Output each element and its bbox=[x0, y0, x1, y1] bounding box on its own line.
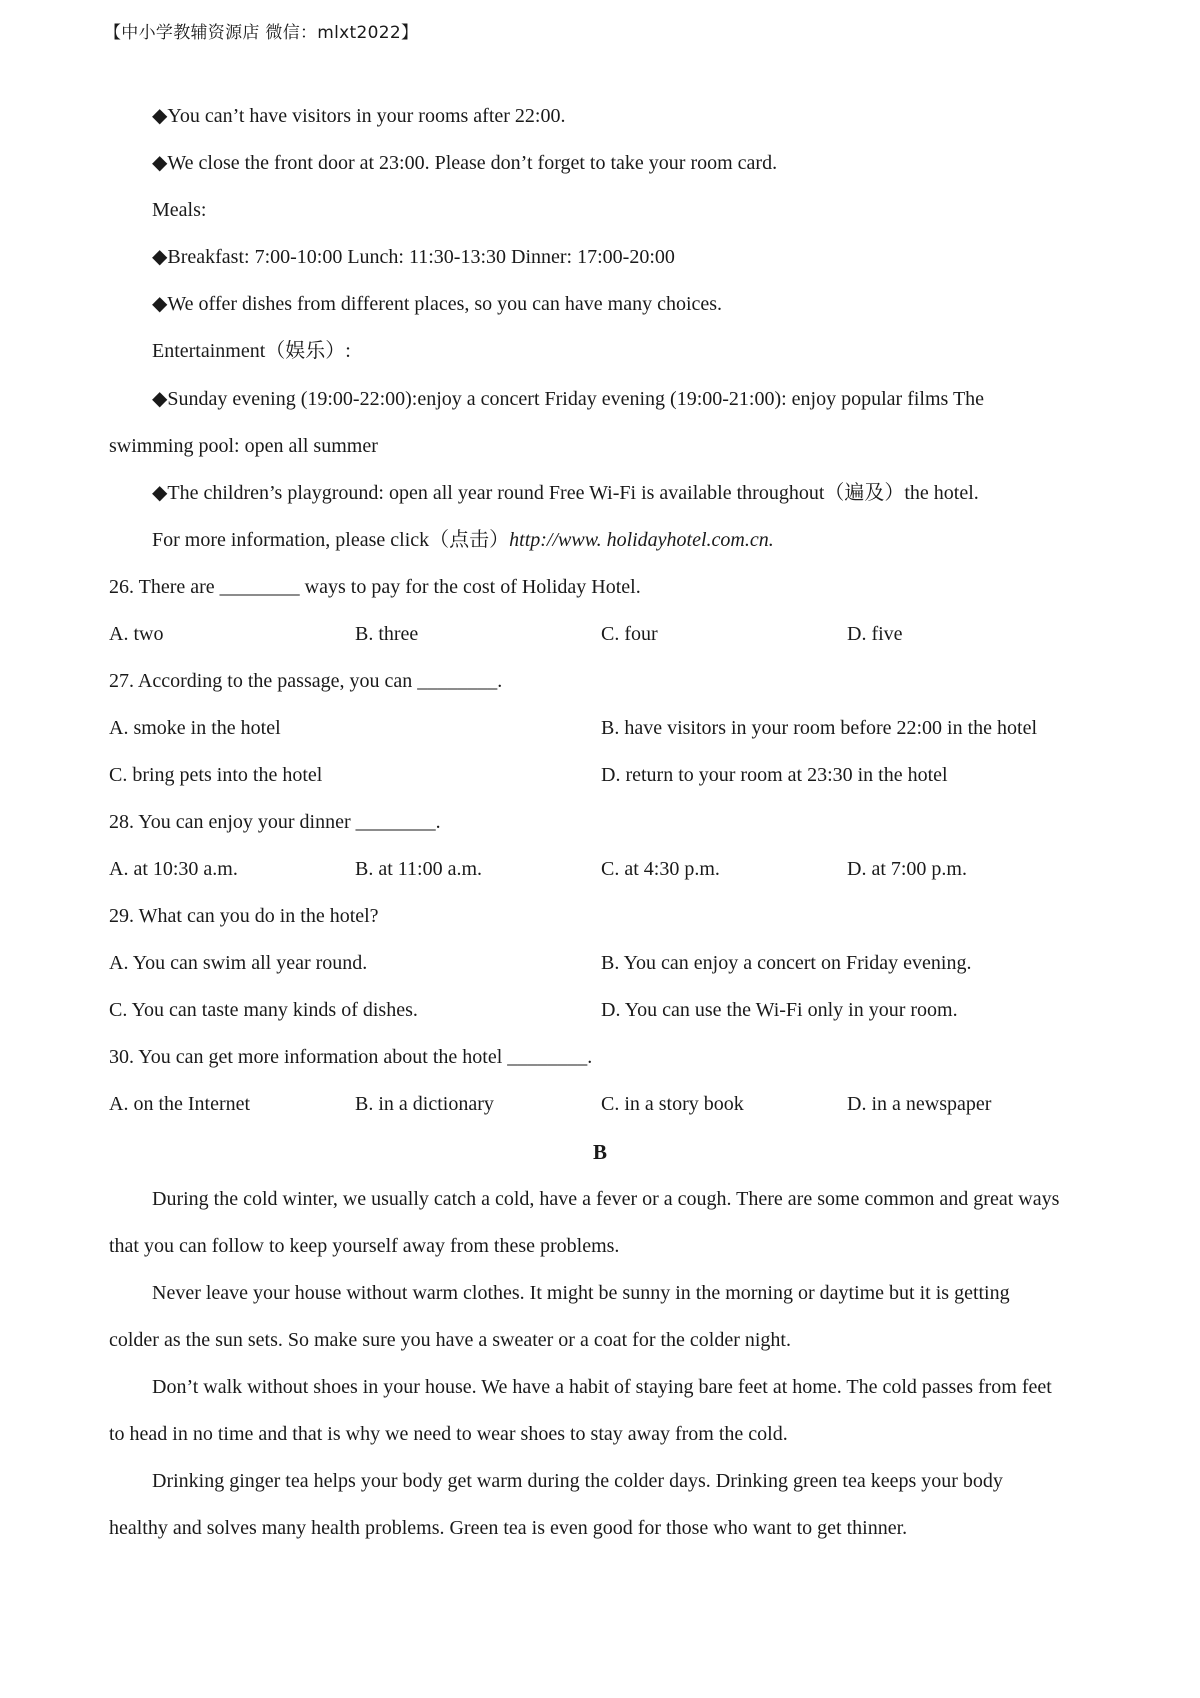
hotel-url-link[interactable]: http://www. holidayhotel.com.cn. bbox=[509, 529, 774, 551]
passage-b-line-5: Don’t walk without shoes in your house. We have a habit of staying bare feet at home. The cold passes from feet bbox=[152, 1376, 1052, 1398]
passage-b-line-6: to head in no time and that is why we need to wear shoes to stay away from the cold. bbox=[109, 1423, 788, 1445]
question-27-option-c[interactable]: C. bring pets into the hotel bbox=[109, 764, 323, 786]
meal-dishes: ◆We offer dishes from different places, so you can have many choices. bbox=[152, 293, 723, 315]
more-info-text: For more information, please click（点击） bbox=[152, 529, 510, 551]
question-29-option-b[interactable]: B. You can enjoy a concert on Friday evening. bbox=[601, 952, 972, 974]
entertainment-heading: Entertainment（娱乐）: bbox=[152, 340, 351, 362]
passage-b-line-4: colder as the sun sets. So make sure you have a sweater or a coat for the colder night. bbox=[109, 1329, 791, 1351]
more-info-line bbox=[152, 528, 774, 552]
question-28-option-c[interactable]: C. at 4:30 p.m. bbox=[601, 858, 720, 880]
question-27-option-a[interactable]: A. smoke in the hotel bbox=[109, 717, 281, 739]
passage-b-line-3: Never leave your house without warm clothes. It might be sunny in the morning or daytime but it is getting bbox=[152, 1282, 1010, 1304]
section-b-heading: B bbox=[592, 1140, 607, 1164]
passage-b-line-2: that you can follow to keep yourself away from these problems. bbox=[109, 1235, 620, 1257]
question-30-stem: 30. You can get more information about the hotel ________. bbox=[109, 1046, 593, 1068]
question-28-stem: 28. You can enjoy your dinner ________. bbox=[109, 811, 441, 833]
question-29-stem: 29. What can you do in the hotel? bbox=[109, 905, 379, 927]
passage-b-line-7: Drinking ginger tea helps your body get warm during the colder days. Drinking green tea keeps your body bbox=[152, 1470, 1003, 1492]
meals-heading: Meals: bbox=[152, 199, 207, 221]
passage-b-line-8: healthy and solves many health problems. Green tea is even good for those who want to get thinner. bbox=[109, 1517, 908, 1539]
playground-line: ◆The children’s playground: open all year round Free Wi-Fi is available throughout（遍及）the hotel. bbox=[152, 482, 979, 504]
question-30-option-c[interactable]: C. in a story book bbox=[601, 1093, 744, 1115]
question-28-option-b[interactable]: B. at 11:00 a.m. bbox=[355, 858, 483, 880]
question-27-option-b[interactable]: B. have visitors in your room before 22:00 in the hotel bbox=[601, 717, 1038, 739]
question-28-option-a[interactable]: A. at 10:30 a.m. bbox=[109, 858, 238, 880]
question-27-stem: 27. According to the passage, you can ________. bbox=[109, 670, 503, 692]
question-29-option-c[interactable]: C. You can taste many kinds of dishes. bbox=[109, 999, 418, 1021]
question-26-option-a[interactable]: A. two bbox=[109, 623, 164, 645]
entertainment-line-1: ◆Sunday evening (19:00-22:00):enjoy a concert Friday evening (19:00-21:00): enjoy popular films The bbox=[152, 388, 985, 410]
question-29-option-a[interactable]: A. You can swim all year round. bbox=[109, 952, 368, 974]
meal-times: ◆Breakfast: 7:00-10:00 Lunch: 11:30-13:30 Dinner: 17:00-20:00 bbox=[152, 246, 675, 268]
question-29-option-d[interactable]: D. You can use the Wi-Fi only in your room. bbox=[601, 999, 958, 1021]
entertainment-line-2: swimming pool: open all summer bbox=[109, 435, 378, 457]
question-26-stem: 26. There are ________ ways to pay for the cost of Holiday Hotel. bbox=[109, 576, 641, 598]
watermark-header: 【中小学教辅资源店 微信：mlxt2022】 bbox=[104, 23, 419, 43]
question-26-option-d[interactable]: D. five bbox=[847, 623, 903, 645]
question-30-option-a[interactable]: A. on the Internet bbox=[109, 1093, 251, 1115]
question-28-option-d[interactable]: D. at 7:00 p.m. bbox=[847, 858, 967, 880]
rule-visitors: ◆You can’t have visitors in your rooms after 22:00. bbox=[152, 105, 566, 127]
question-27-option-d[interactable]: D. return to your room at 23:30 in the hotel bbox=[601, 764, 948, 786]
passage-b-line-1: During the cold winter, we usually catch a cold, have a fever or a cough. There are some common and great ways bbox=[152, 1188, 1060, 1210]
rule-front-door: ◆We close the front door at 23:00. Please don’t forget to take your room card. bbox=[152, 152, 778, 174]
question-30-option-b[interactable]: B. in a dictionary bbox=[355, 1093, 494, 1115]
question-26-option-b[interactable]: B. three bbox=[355, 623, 419, 645]
question-30-option-d[interactable]: D. in a newspaper bbox=[847, 1093, 992, 1115]
question-26-option-c[interactable]: C. four bbox=[601, 623, 658, 645]
